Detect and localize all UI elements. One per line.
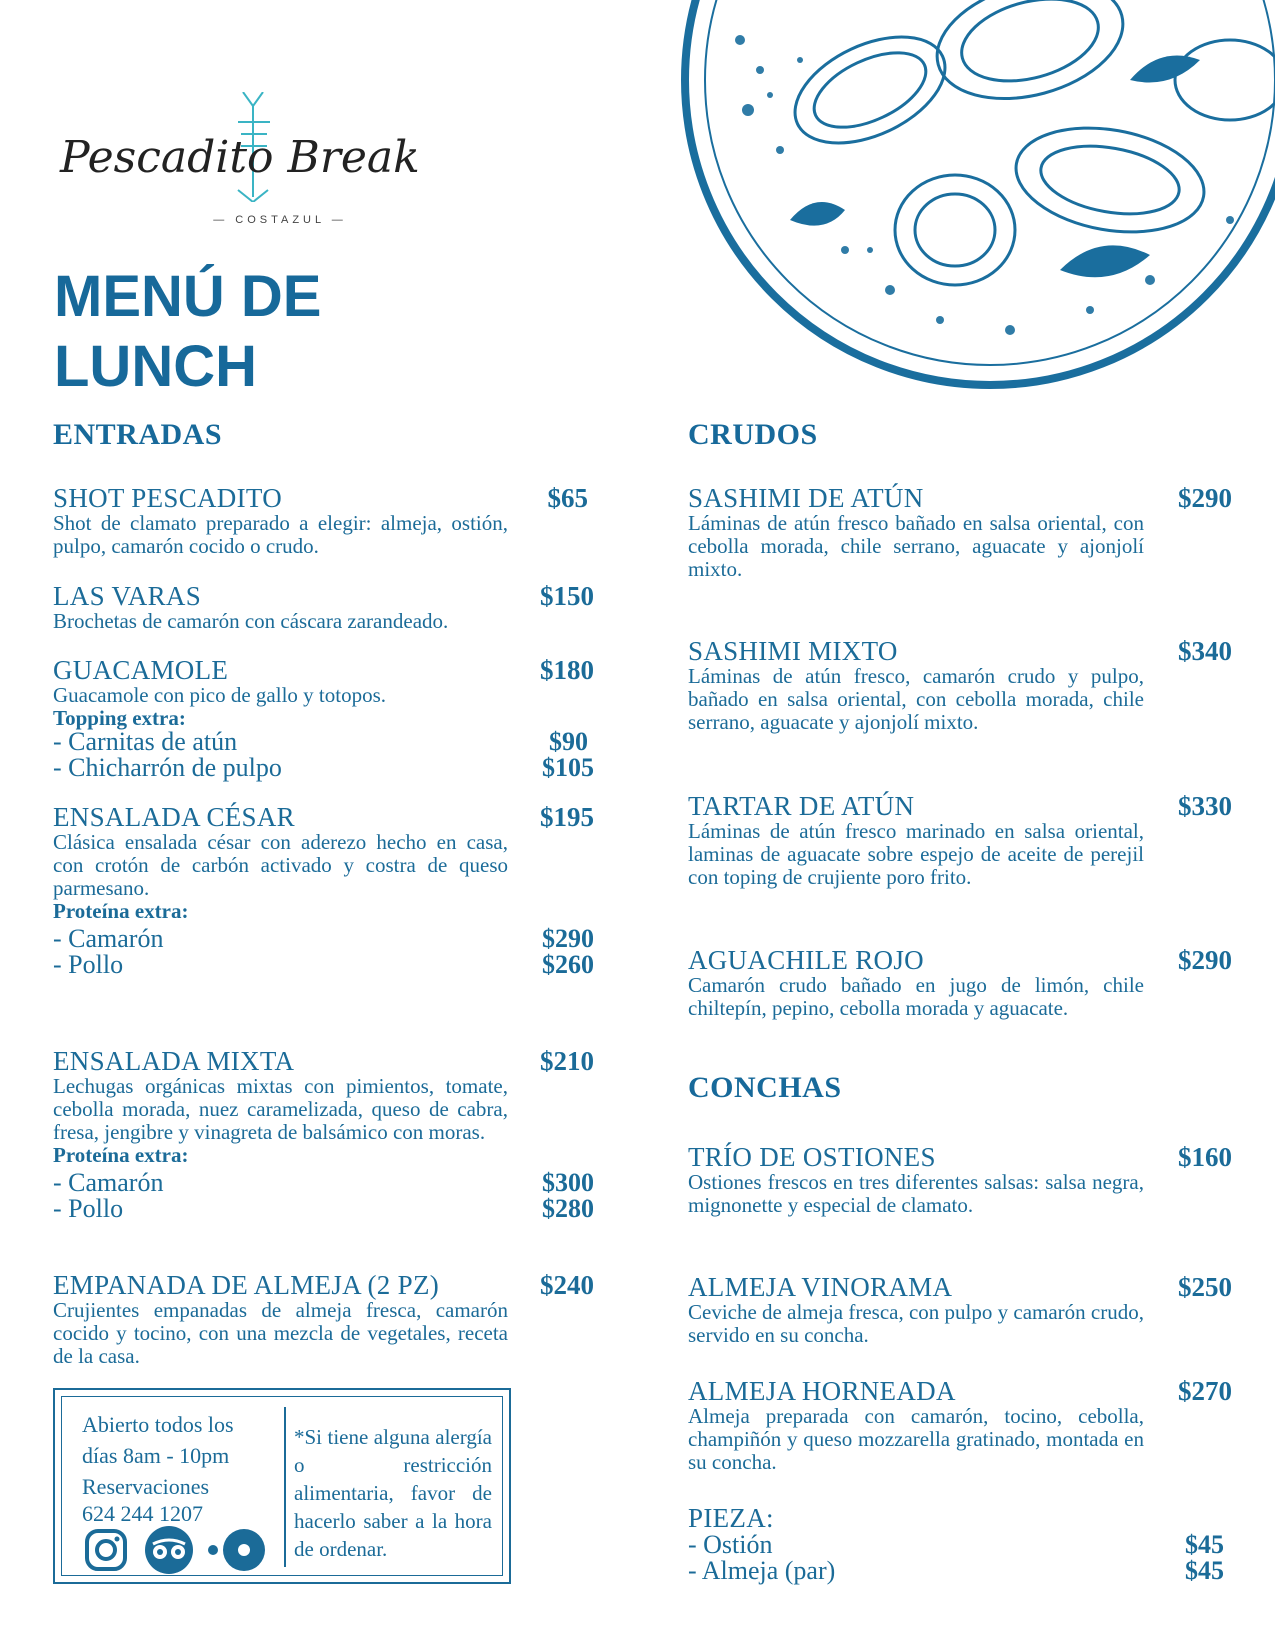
reservations-label: Reservaciones	[82, 1474, 210, 1499]
extra-row	[53, 952, 594, 978]
item-price: $330	[1178, 791, 1232, 821]
item-name: AGUACHILE ROJO	[688, 945, 924, 975]
extra-row	[53, 1170, 594, 1196]
extra-label: - Pollo	[53, 950, 124, 979]
brand-sub-text: COSTAZUL	[235, 214, 325, 226]
item-desc: Crujientes empanadas de almeja fresca, camarón cocido y tocino, con una mezcla de vegetales, receta de la casa.	[53, 1298, 508, 1368]
extra-price: $260	[542, 950, 594, 979]
item-price: $160	[1178, 1142, 1232, 1172]
extra-row	[53, 755, 594, 781]
menu-item-pieza	[688, 1504, 1224, 1584]
item-name: SASHIMI DE ATÚN	[688, 483, 924, 513]
section-heading-entradas: ENTRADAS	[53, 418, 223, 451]
item-price: $340	[1178, 636, 1232, 666]
item-desc: Shot de clamato preparado a elegir: almeja, ostión, pulpo, camarón cocido o crudo.	[53, 511, 508, 558]
page-title	[54, 262, 414, 402]
opening-hours: Abierto todos los días 8am - 10pm	[82, 1412, 234, 1468]
brand-logo	[58, 92, 498, 202]
tripadvisor-icon[interactable]	[144, 1525, 194, 1575]
item-desc: Lechugas orgánicas mixtas con pimientos, tomate, cebolla morada, nuez caramelizada, queso de cabra, fresa, jengibre y vinagreta de balsámico con moras.	[53, 1074, 508, 1144]
section-heading-conchas: CONCHAS	[688, 1071, 842, 1104]
item-price: $290	[1178, 945, 1232, 975]
item-desc: Almeja preparada con camarón, tocino, cebolla, champiñón y queso mozzarella gratinado, montada en su concha.	[688, 1404, 1144, 1474]
info-box-inner	[61, 1396, 503, 1576]
item-price: $180	[540, 655, 594, 685]
menu-item-guacamole	[53, 655, 594, 782]
extra-row	[53, 926, 594, 952]
item-desc: Guacamole con pico de gallo y totopos.	[53, 683, 386, 707]
menu-item-sashimi-mixto	[688, 636, 1232, 734]
item-name: GUACAMOLE	[53, 655, 229, 685]
menu-item-tartar	[688, 791, 1232, 889]
allergy-note: *Si tiene alguna alergía o restricción alimentaria, favor de hacerlo saber a la hora de ordenar.	[294, 1425, 492, 1561]
menu-item-horneada	[688, 1376, 1232, 1474]
item-name: ALMEJA HORNEADA	[688, 1376, 956, 1406]
item-name: ENSALADA CÉSAR	[53, 802, 295, 832]
item-price: $65	[547, 483, 588, 513]
pieza-row	[688, 1558, 1224, 1584]
pieza-item-label: - Almeja (par)	[688, 1556, 836, 1585]
extra-price: $105	[542, 753, 594, 782]
item-desc: Láminas de atún fresco marinado en salsa oriental, laminas de aguacate sobre espejo de aceite de perejil con toping de crujiente poro frito.	[688, 819, 1144, 889]
menu-item-mixta	[53, 1046, 594, 1223]
info-box	[53, 1388, 511, 1584]
item-desc: Láminas de atún fresco, camarón crudo y pulpo, bañado en salsa oriental, con cebolla morada, chile serrano, aguacate y ajonjolí mixto.	[688, 664, 1144, 734]
info-hours-block	[82, 1409, 272, 1529]
menu-item-trio	[688, 1142, 1232, 1217]
item-price: $250	[1178, 1272, 1232, 1302]
item-desc: Ostiones frescos en tres diferentes salsas: salsa negra, mignonette y especial de clamato.	[688, 1170, 1144, 1217]
title-line-1: MENÚ DE	[54, 264, 322, 329]
extra-price: $290	[542, 924, 594, 953]
phone-number[interactable]: 624 244 1207	[82, 1501, 203, 1526]
item-desc: Láminas de atún fresco bañado en salsa oriental, con cebolla morada, chile serrano, aguacate y ajonjolí mixto.	[688, 511, 1144, 581]
item-name: ENSALADA MIXTA	[53, 1046, 295, 1076]
item-desc: Brochetas de camarón con cáscara zarandeado.	[53, 609, 449, 633]
extra-label: - Camarón	[53, 1168, 164, 1197]
item-name: TARTAR DE ATÚN	[688, 791, 915, 821]
title-line-2: LUNCH	[54, 334, 257, 399]
brand-name: Pescadito Break	[60, 132, 420, 183]
menu-item-aguachile	[688, 945, 1232, 1020]
item-desc: Ceviche de almeja fresca, con pulpo y camarón crudo, servido en su concha.	[688, 1300, 1144, 1347]
item-name: SASHIMI MIXTO	[688, 636, 898, 666]
brand-sub: — COSTAZUL —	[213, 214, 347, 226]
extra-label: - Chicharrón de pulpo	[53, 753, 282, 782]
menu-item-shot	[53, 483, 588, 558]
item-price: $210	[540, 1046, 594, 1076]
extra-label: - Carnitas de atún	[53, 727, 238, 756]
extra-price: $280	[542, 1194, 594, 1223]
pieza-label: PIEZA:	[688, 1503, 774, 1533]
seafood-plate-illustration	[670, 0, 1275, 410]
social-icons	[84, 1525, 266, 1571]
item-desc: Camarón crudo bañado en jugo de limón, chile chiltepín, pepino, cebolla morada y aguacate.	[688, 973, 1144, 1020]
item-price: $270	[1178, 1376, 1232, 1406]
item-name: SHOT PESCADITO	[53, 483, 282, 513]
pieza-item-label: - Ostión	[688, 1530, 773, 1559]
foursquare-icon[interactable]	[206, 1525, 266, 1575]
item-name: LAS VARAS	[53, 581, 202, 611]
extra-label: - Camarón	[53, 924, 164, 953]
menu-item-sashimi-atun	[688, 483, 1232, 581]
extra-row	[53, 1196, 594, 1222]
pieza-item-price: $45	[1185, 1556, 1224, 1585]
extra-heading: Proteína extra:	[53, 899, 189, 923]
item-desc: Clásica ensalada césar con aderezo hecho en casa, con crotón de carbón activado y costra de queso parmesano.	[53, 830, 508, 900]
extra-price: $90	[549, 727, 588, 756]
extra-label: - Pollo	[53, 1194, 124, 1223]
section-heading-crudos: CRUDOS	[688, 418, 818, 451]
item-price: $195	[540, 802, 594, 832]
item-price: $240	[540, 1270, 594, 1300]
pieza-row	[688, 1532, 1224, 1558]
item-price: $290	[1178, 483, 1232, 513]
item-name: EMPANADA DE ALMEJA (2 PZ)	[53, 1270, 440, 1300]
extra-heading: Proteína extra:	[53, 1143, 189, 1167]
pieza-item-price: $45	[1185, 1530, 1224, 1559]
extra-heading: Topping extra:	[53, 706, 186, 730]
item-price: $150	[540, 581, 594, 611]
item-name: ALMEJA VINORAMA	[688, 1272, 953, 1302]
extra-price: $300	[542, 1168, 594, 1197]
item-name: TRÍO DE OSTIONES	[688, 1142, 936, 1172]
menu-item-cesar	[53, 802, 594, 979]
menu-item-empanada	[53, 1270, 594, 1368]
extra-row	[53, 729, 594, 755]
divider	[284, 1407, 286, 1567]
menu-item-vinorama	[688, 1272, 1232, 1347]
menu-item-varas	[53, 581, 594, 633]
instagram-icon[interactable]	[84, 1528, 128, 1572]
